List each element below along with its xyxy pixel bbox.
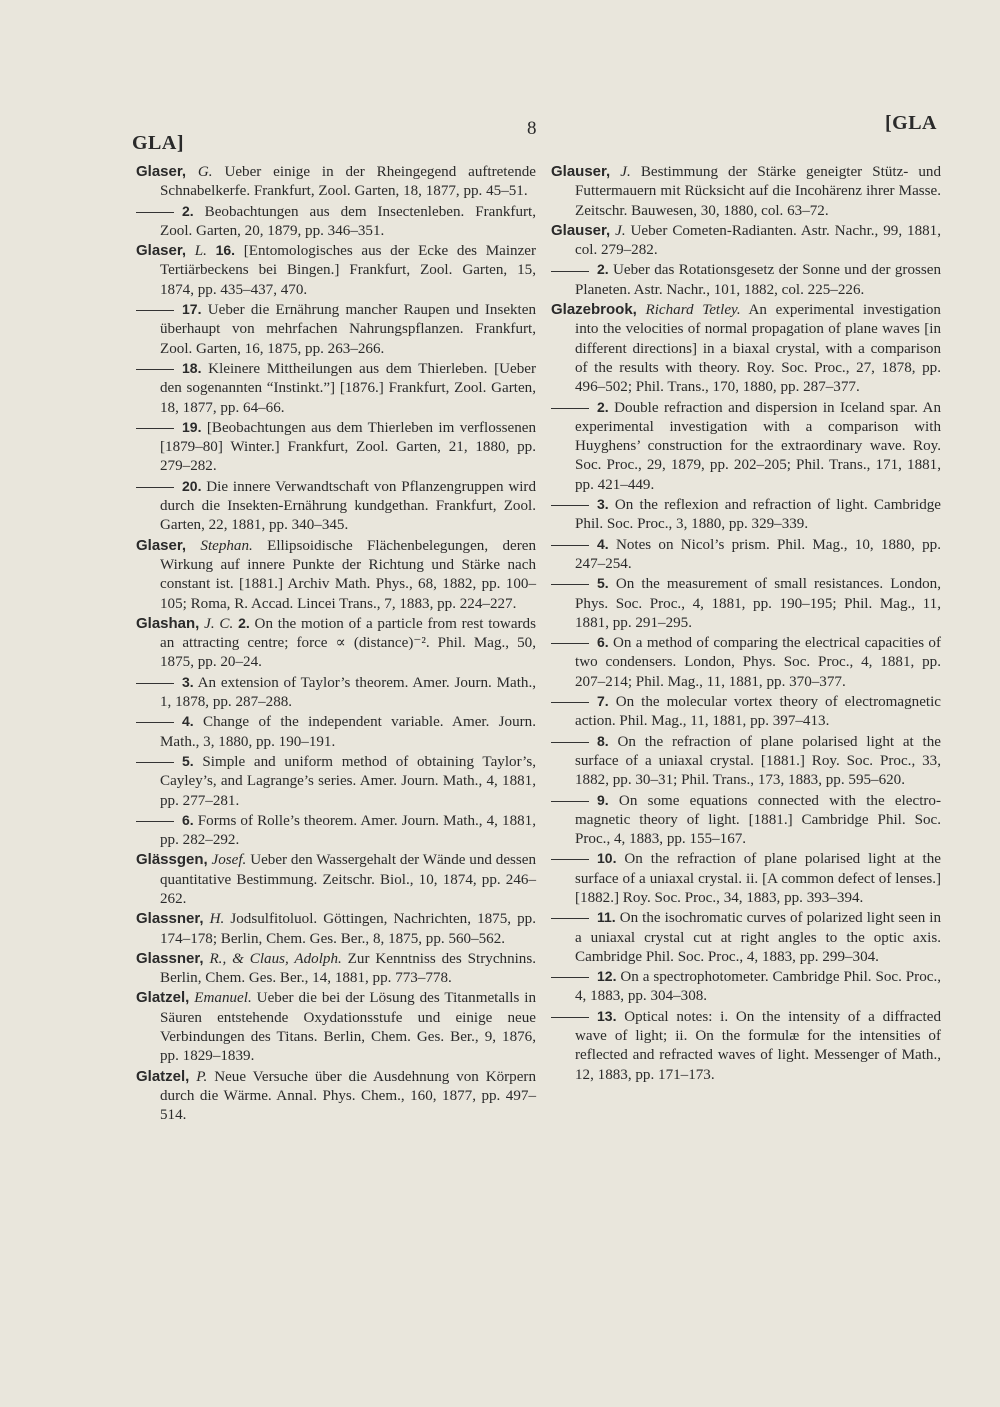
header-right-keyword: [GLA	[885, 112, 937, 134]
entry-number: 2.	[182, 202, 194, 219]
entry-number: 4.	[597, 535, 609, 552]
entry-text: Ueber die bei der Lösung des Titanmetalls in Säuren entstehende Oxydationsstufe und einige neue Verbindungen des Titans. Berlin, Chem. Ges. Ber., 9, 1876, pp. 1829–1839.	[160, 990, 536, 1065]
entry-text: Optical notes: i. On the intensity of a diffracted wave of light; ii. On the formulæ for the intensities of reflected and refracted waves of light. Messenger of Math., 12, 1883, pp. 171–173.	[575, 1008, 941, 1083]
author-initials: Stephan.	[200, 537, 253, 554]
right-column	[551, 162, 941, 1085]
author-name: Glauser,	[551, 163, 611, 180]
entry-text: An experimental investigation into the velocities of normal propagation of plane waves [in different directions] in a biaxal crystal, with a comparison of the results with theory. Roy. Soc. Proc., 27, 1878, pp. 496–502; Phil. Trans., 170, 1880, pp. 287–377.	[575, 302, 941, 396]
entry-number: 12.	[597, 968, 617, 985]
entry-text: Ueber einige in der Rheingegend auftretende Schnabelkerfe. Frankfurt, Zool. Garten, 18, 1877, pp. 45–51.	[160, 164, 536, 200]
bibliography-subentry	[136, 359, 536, 418]
author-name: Glatzel,	[136, 989, 190, 1007]
entry-number: 19.	[182, 418, 202, 435]
page-number: 8	[527, 118, 537, 139]
entry-number: 6.	[182, 811, 194, 828]
entry-number: 13.	[597, 1007, 617, 1024]
entry-number: 10.	[597, 850, 617, 867]
bibliography-subentry	[551, 849, 941, 908]
entry-number: 5.	[597, 575, 609, 592]
author-name: Glauser,	[551, 221, 611, 239]
ditto-dash	[136, 428, 174, 429]
entry-text: Neue Versuche über die Ausdehnung von Körpern durch die Wärme. Annal. Phys. Chem., 160, 1877, pp. 497–514.	[160, 1068, 537, 1124]
author-name: Glashan,	[136, 614, 200, 632]
entry-text: Change of the independent variable. Amer. Journ. Math., 3, 1880, pp. 190–191.	[160, 714, 536, 750]
bibliography-subentry	[551, 692, 941, 732]
entry-text: An extension of Taylor’s theorem. Amer. Journ. Math., 1, 1878, pp. 287–288.	[160, 674, 536, 711]
bibliography-subentry	[551, 398, 941, 495]
entry-number: 8.	[597, 732, 609, 749]
entry-text: Simple and uniform method of obtaining Taylor’s, Cayley’s, and Lagrange’s series. Amer. Journ. Math., 4, 1881, pp. 277–281.	[160, 753, 537, 809]
bibliography-subentry	[551, 633, 941, 692]
entry-text: Zur Kenntniss des Strychnins. Berlin, Chem. Ges. Ber., 14, 1881, pp. 773–778.	[160, 950, 536, 987]
entry-text: [Entomologisches aus der Ecke des Mainzer Tertiärbeckens bei Bingen.] Frankfurt, Zool. Garten, 15, 1874, pp. 435–437, 470.	[160, 243, 536, 298]
ditto-dash	[136, 310, 174, 311]
entry-number: 3.	[597, 496, 609, 513]
bibliography-entry	[551, 300, 941, 397]
ditto-dash	[551, 584, 589, 585]
entry-text: On some equations connected with the electro-magnetic theory of light. [1881.] Cambridge Phil. Soc. Proc., 4, 1883, pp. 155–167.	[575, 792, 941, 848]
author-initials: P.	[196, 1068, 208, 1085]
entry-text: On the refraction of plane polarised light at the surface of a uniaxal crystal. [1881.] Roy. Soc. Proc., 33, 1882, pp. 30–31; Phil. Trans., 173, 1883, pp. 595–620.	[575, 733, 941, 789]
author-initials: Emanuel.	[194, 990, 252, 1007]
bibliography-entry	[136, 614, 536, 673]
ditto-dash	[551, 1017, 589, 1018]
entry-text: Forms of Rolle’s theorem. Amer. Journ. Math., 4, 1881, pp. 282–292.	[160, 812, 536, 849]
bibliography-subentry	[551, 574, 941, 633]
page-header	[0, 112, 1000, 152]
entry-number: 4.	[182, 713, 194, 730]
entry-text: On the refraction of plane polarised light at the surface of a uniaxal crystal. ii. [A common defect of lenses.] [1882.] Roy. Soc. Proc., 34, 1883, pp. 393–394.	[575, 851, 941, 906]
bibliography-subentry	[136, 477, 536, 536]
entry-text: Bestimmung der Stärke geneigter Stütz- und Futtermauern mit Rücksicht auf die Incohärenz ihrer Masse. Zeitschr. Bauwesen, 30, 1880, col. 63–72.	[575, 164, 942, 219]
ditto-dash	[551, 271, 589, 272]
entry-number: 6.	[597, 634, 609, 651]
entry-text: On a method of comparing the electrical capacities of two condensers. London, Phys. Soc. Proc., 4, 1881, pp. 207–214; Phil. Mag., 11, 1881, pp. 370–377.	[575, 635, 941, 690]
ditto-dash	[551, 505, 589, 506]
ditto-dash	[551, 702, 589, 703]
entry-number: 2.	[238, 614, 250, 631]
ditto-dash	[551, 801, 589, 802]
bibliography-entry	[136, 1067, 536, 1126]
entry-number: 17.	[182, 301, 202, 318]
bibliography-entry	[136, 949, 536, 989]
author-name: Glaser,	[136, 163, 187, 180]
entry-text: Die innere Verwandtschaft von Pflanzengruppen wird durch die Insekten-Ernährung kundgethan. Frankfurt, Zool. Garten, 22, 1881, pp. 340–345.	[160, 478, 536, 534]
entry-text: On the reflexion and refraction of light. Cambridge Phil. Soc. Proc., 3, 1880, pp. 329–339.	[575, 497, 941, 533]
entry-number: 2.	[597, 398, 609, 415]
bibliography-entry	[136, 909, 536, 949]
left-column	[136, 162, 536, 1126]
author-name: Glaser,	[136, 536, 187, 554]
bibliography-entry	[136, 536, 536, 614]
bibliography-subentry	[551, 495, 941, 535]
entry-text: On the motion of a particle from rest towards an attracting centre; force ∝ (distance)⁻². Phil. Mag., 50, 1875, pp. 20–24.	[160, 615, 536, 671]
author-initials: J.	[620, 164, 631, 180]
bibliography-subentry	[551, 1007, 941, 1085]
ditto-dash	[136, 722, 174, 723]
header-left-keyword: GLA]	[132, 132, 184, 154]
ditto-dash	[136, 487, 174, 488]
entry-text: [Beobachtungen aus dem Thierleben im verflossenen [1879–80] Winter.] Frankfurt, Zool. Garten, 21, 1880, pp. 279–282.	[160, 419, 536, 475]
entry-number: 5.	[182, 752, 194, 769]
bibliography-subentry	[136, 673, 536, 713]
author-initials: J.	[615, 222, 626, 239]
author-initials: R., & Claus, Adolph.	[209, 950, 342, 967]
entry-text: On a spectrophotometer. Cambridge Phil. Soc. Proc., 4, 1883, pp. 304–308.	[575, 969, 941, 1005]
bibliography-subentry	[136, 811, 536, 851]
author-initials: G.	[197, 164, 213, 180]
bibliography-subentry	[136, 712, 536, 752]
entry-number: 11.	[597, 909, 616, 926]
author-initials: H.	[209, 911, 225, 928]
ditto-dash	[136, 683, 174, 684]
entry-text: Ueber den Wassergehalt der Wände und dessen quantitative Bestimmung. Zeitschr. Biol., 10, 1874, pp. 246–262.	[160, 852, 537, 907]
bibliography-entry	[136, 162, 536, 202]
ditto-dash	[136, 369, 174, 370]
entry-text: Kleinere Mittheilungen aus dem Thierleben. [Ueber den sogenannten “Instinkt.”] [1876.] Frankfurt, Zool. Garten, 18, 1877, pp. 64–66.	[160, 360, 536, 416]
author-initials: Josef.	[211, 852, 247, 869]
ditto-dash	[551, 643, 589, 644]
ditto-dash	[136, 821, 174, 822]
author-initials: J. C.	[204, 615, 234, 632]
bibliography-subentry	[551, 908, 941, 967]
ditto-dash	[136, 762, 174, 763]
bibliography-entry	[136, 241, 536, 300]
ditto-dash	[551, 742, 589, 743]
author-name: Glassner,	[136, 910, 204, 928]
entry-text: Ueber Cometen-Radianten. Astr. Nachr., 99, 1881, col. 279–282.	[575, 222, 941, 259]
entry-number: 9.	[597, 791, 609, 808]
ditto-dash	[136, 212, 174, 213]
entry-text: Notes on Nicol’s prism. Phil. Mag., 10, 1880, pp. 247–254.	[575, 536, 941, 572]
entry-text: Ellipsoidische Flächenbelegungen, deren Wirkung auf innere Punkte der Richtung und Stärke nach constant ist. [1881.] Archiv Math. Phys., 68, 1882, pp. 100–105; Roma, R. Accad. Lincei Trans., 7, 1883, pp. 224–227.	[160, 537, 536, 612]
ditto-dash	[551, 977, 589, 978]
entry-number: 3.	[182, 673, 194, 690]
bibliography-subentry	[551, 732, 941, 791]
author-initials: Richard Tetley.	[645, 302, 741, 319]
entry-text: Beobachtungen aus dem Insectenleben. Frankfurt, Zool. Garten, 20, 1879, pp. 346–351.	[160, 203, 536, 239]
entry-number: 20.	[182, 477, 202, 494]
bibliography-subentry	[136, 300, 536, 359]
ditto-dash	[551, 918, 589, 919]
entry-text: Ueber die Ernährung mancher Raupen und Insekten überhaupt von mehrfachen Nahrungspflanzen. Frankfurt, Zool. Garten, 16, 1875, pp. 263–266.	[160, 302, 537, 357]
entry-text: Double refraction and dispersion in Iceland spar. An experimental investigation with a comparison with Huyghens’ construction for the extraordinary wave. Roy. Soc. Proc., 29, 1879, pp. 202–205; Phil. Trans., 171, 1881, pp. 421–449.	[575, 399, 942, 493]
entry-number: 7.	[597, 693, 609, 710]
author-name: Glatzel,	[136, 1067, 190, 1085]
author-initials: L.	[194, 243, 207, 260]
entry-text: Jodsulfitoluol. Göttingen, Nachrichten, 1875, pp. 174–178; Berlin, Chem. Ges. Ber., 8, 1875, pp. 560–562.	[160, 911, 536, 947]
bibliography-subentry	[551, 535, 941, 575]
bibliography-entry	[551, 221, 941, 261]
bibliography-subentry	[551, 967, 941, 1007]
entry-text: On the measurement of small resistances. London, Phys. Soc. Proc., 4, 1881, pp. 190–195; Phil. Mag., 11, 1881, pp. 291–295.	[575, 576, 941, 631]
bibliography-subentry	[136, 752, 536, 811]
entry-number: 2.	[597, 261, 609, 278]
bibliography-subentry	[136, 202, 536, 242]
entry-number: 16.	[215, 242, 236, 259]
entry-text: Ueber das Rotationsgesetz der Sonne und der grossen Planeten. Astr. Nachr., 101, 1882, col. 225–226.	[575, 262, 941, 298]
bibliography-entry	[551, 162, 941, 221]
ditto-dash	[551, 545, 589, 546]
ditto-dash	[551, 408, 589, 409]
bibliography-entry	[136, 988, 536, 1066]
ditto-dash	[551, 859, 589, 860]
entry-number: 18.	[182, 359, 202, 376]
bibliography-entry	[136, 850, 536, 909]
entry-text: On the molecular vortex theory of electromagnetic action. Phil. Mag., 11, 1881, pp. 397–413.	[575, 694, 941, 730]
bibliography-subentry	[136, 418, 536, 477]
author-name: Glässgen,	[136, 851, 208, 869]
bibliography-subentry	[551, 791, 941, 850]
author-name: Glaser,	[136, 242, 187, 260]
author-name: Glassner,	[136, 949, 204, 967]
author-name: Glazebrook,	[551, 301, 637, 319]
entry-text: On the isochromatic curves of polarized light seen in a uniaxal crystal cut at right angles to the optic axis. Cambridge Phil. Soc. Proc., 4, 1883, pp. 299–304.	[575, 910, 941, 965]
bibliography-subentry	[551, 260, 941, 300]
